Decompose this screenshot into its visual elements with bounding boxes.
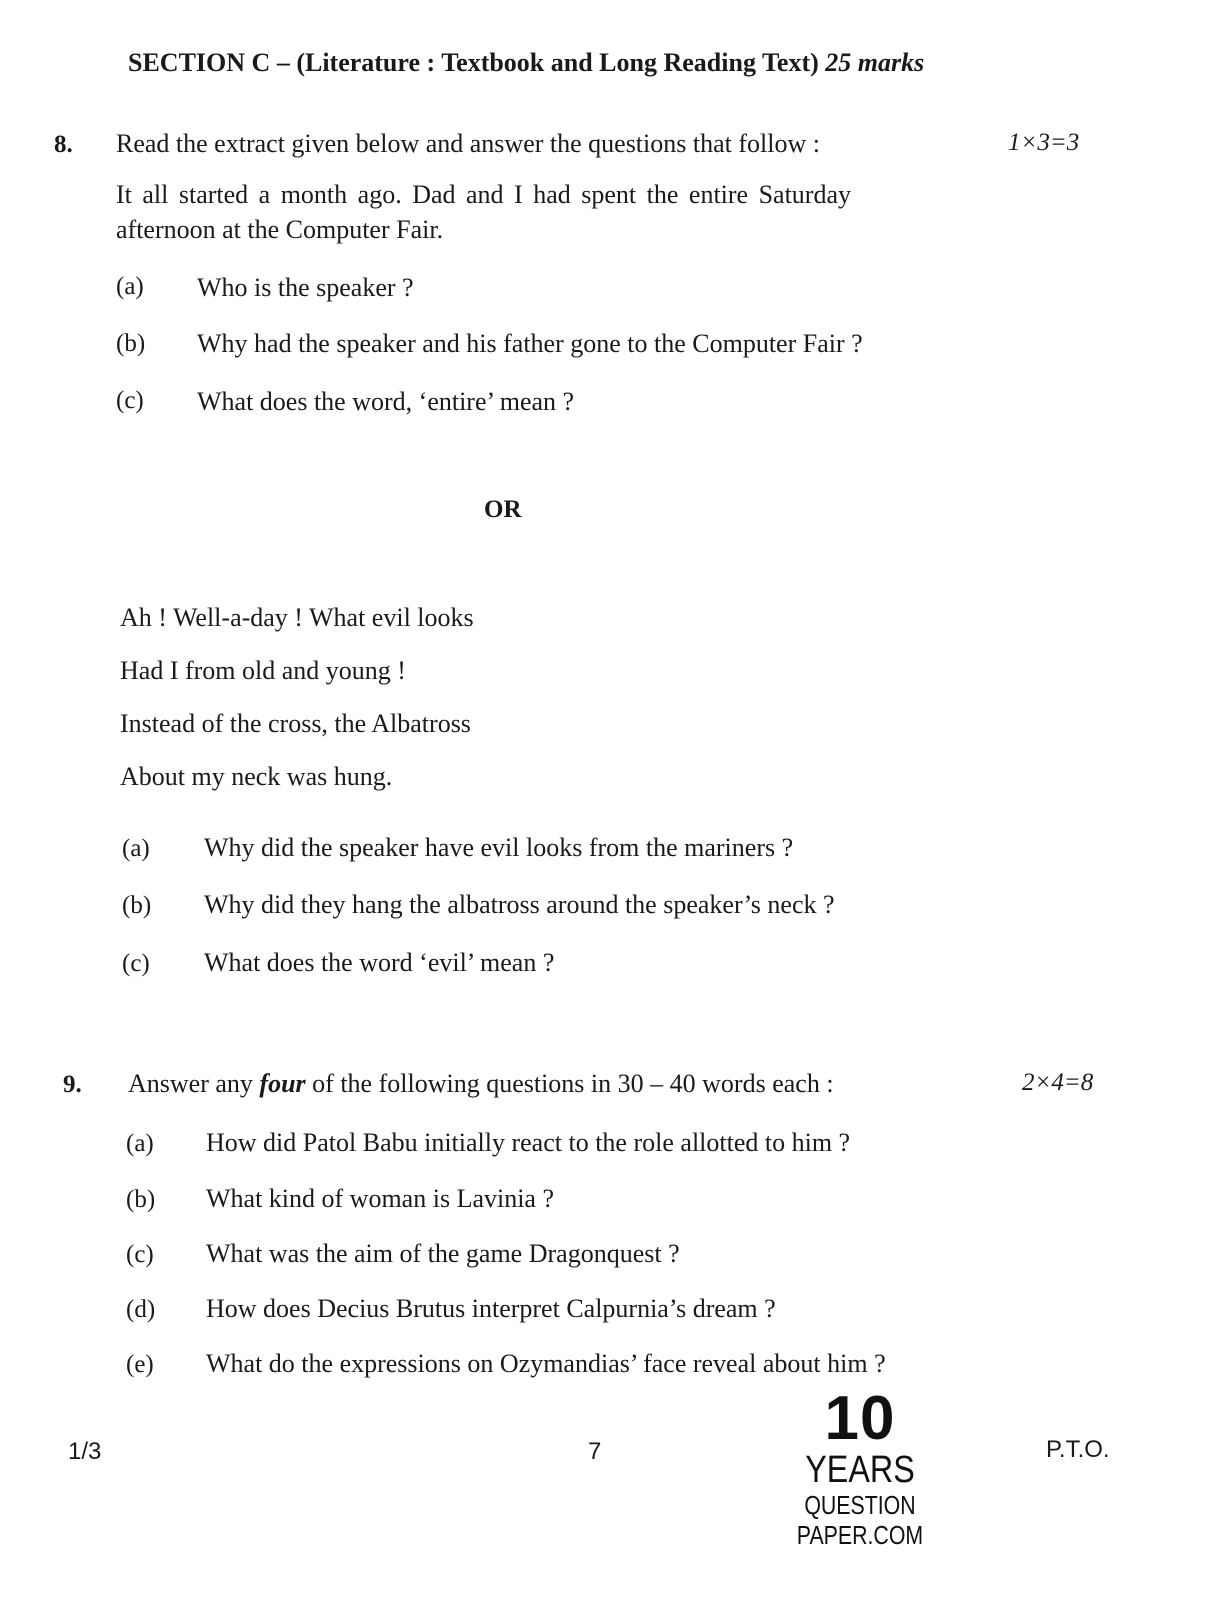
q8-alt-option-b-text: Why did they hang the albatross around the speaker’s neck ?: [204, 890, 835, 919]
section-marks: 25 marks: [825, 48, 925, 77]
watermark-word: YEARS: [805, 1449, 915, 1491]
q8-alt-option-c-letter: (c): [122, 950, 150, 977]
q8-alt-option-a-letter: (a): [122, 835, 150, 862]
question-8-marks: 1×3=3: [1008, 129, 1080, 156]
q9-option-d-letter: (d): [126, 1296, 156, 1323]
question-8-instruction: Read the extract given below and answer the questions that follow :: [116, 129, 820, 158]
q9-option-e-letter: (e): [126, 1351, 154, 1378]
q9-option-e-text: What do the expressions on Ozymandias’ face reveal about him ?: [206, 1349, 886, 1378]
paper-code: 1/3: [68, 1438, 102, 1465]
question-9-instruction-emphasis: four: [259, 1069, 306, 1098]
q8-option-c-letter: (c): [116, 387, 144, 414]
section-heading: [128, 48, 924, 78]
poem-line-1: Ah ! Well-a-day ! What evil looks: [120, 603, 474, 632]
q9-option-a-text: How did Patol Babu initially react to the role allotted to him ?: [206, 1128, 851, 1157]
q8-option-a-letter: (a): [116, 273, 144, 300]
poem-line-4: About my neck was hung.: [120, 762, 393, 791]
q8-option-c-text: What does the word, ‘entire’ mean ?: [197, 387, 575, 416]
q8-option-b-text: Why had the speaker and his father gone to the Computer Fair ?: [197, 329, 863, 358]
or-divider: OR: [484, 496, 522, 523]
page-number: 7: [588, 1438, 602, 1465]
poem-line-3: Instead of the cross, the Albatross: [120, 709, 471, 738]
question-9-number: 9.: [63, 1071, 82, 1098]
please-turn-over: P.T.O.: [1046, 1436, 1110, 1463]
question-9-instruction: [128, 1069, 834, 1099]
watermark-logo: [740, 1384, 980, 1550]
poem-line-2: Had I from old and young !: [120, 656, 406, 685]
q9-option-c-text: What was the aim of the game Dragonquest ?: [206, 1239, 680, 1268]
question-8-number: 8.: [54, 131, 73, 158]
q9-option-c-letter: (c): [126, 1241, 154, 1268]
q8-alt-option-a-text: Why did the speaker have evil looks from the mariners ?: [204, 833, 794, 862]
question-9-instruction-post: of the following questions in 30 – 40 words each :: [305, 1069, 834, 1098]
q8-option-b-letter: (b): [116, 330, 146, 357]
extract-line-1: It all started a month ago. Dad and I had spent the entire Saturday: [116, 180, 852, 209]
q8-alt-option-c-text: What does the word ‘evil’ mean ?: [204, 948, 555, 977]
q9-option-a-letter: (a): [126, 1130, 154, 1157]
q9-option-b-text: What kind of woman is Lavinia ?: [206, 1184, 555, 1213]
watermark-site: QUESTION PAPER.COM: [796, 1490, 924, 1550]
q9-option-b-letter: (b): [126, 1186, 156, 1213]
section-title: SECTION C – (Literature : Textbook and Long Reading Text): [128, 48, 819, 77]
question-9-instruction-pre: Answer any: [128, 1069, 260, 1098]
q9-option-d-text: How does Decius Brutus interpret Calpurnia’s dream ?: [206, 1294, 776, 1323]
extract-line-2: afternoon at the Computer Fair.: [116, 215, 444, 244]
q8-option-a-text: Who is the speaker ?: [197, 273, 414, 302]
question-9-marks: 2×4=8: [1022, 1069, 1094, 1096]
watermark-number: 10: [824, 1384, 896, 1453]
q8-alt-option-b-letter: (b): [122, 892, 152, 919]
